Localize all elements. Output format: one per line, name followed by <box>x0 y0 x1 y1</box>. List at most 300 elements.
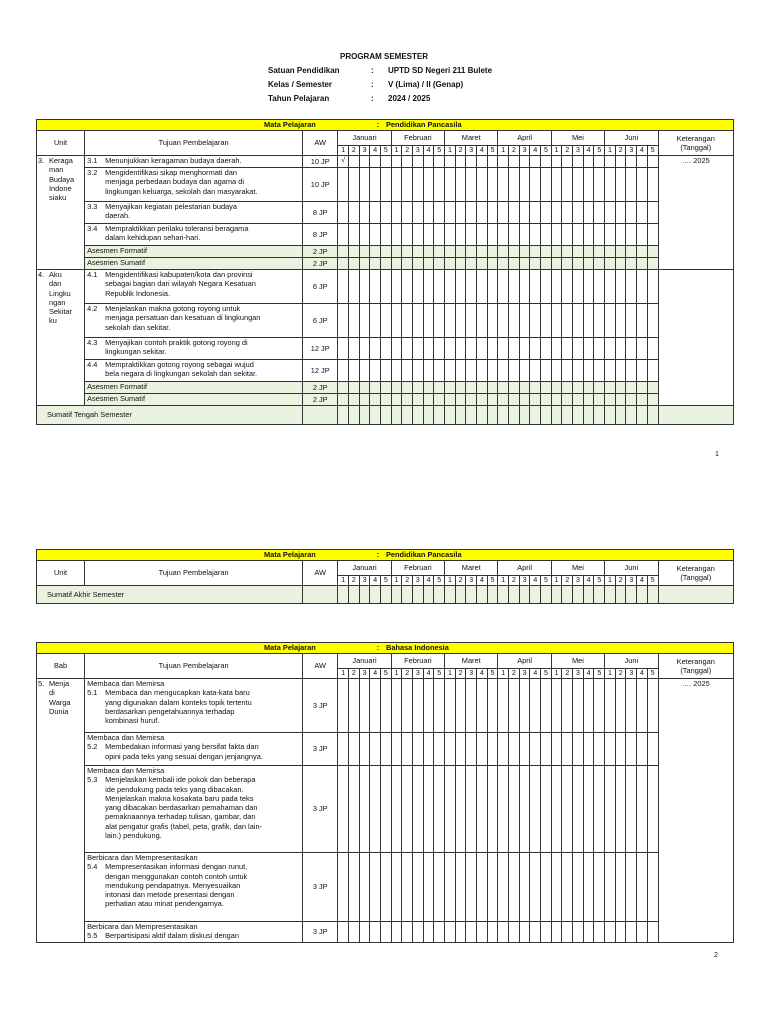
week-cell[interactable] <box>338 224 349 246</box>
week-cell[interactable] <box>530 382 541 394</box>
week-cell[interactable] <box>562 766 573 853</box>
week-cell[interactable] <box>509 733 520 766</box>
week-cell[interactable] <box>519 270 530 304</box>
week-cell[interactable] <box>402 246 413 258</box>
week-cell[interactable] <box>455 168 466 202</box>
week-cell[interactable] <box>434 168 445 202</box>
week-cell[interactable] <box>487 156 498 168</box>
week-cell[interactable] <box>477 922 488 943</box>
week-cell[interactable] <box>477 679 488 733</box>
week-cell[interactable] <box>477 270 488 304</box>
week-cell[interactable] <box>359 733 370 766</box>
week-cell[interactable] <box>541 338 552 360</box>
week-cell[interactable] <box>466 394 477 406</box>
week-cell[interactable] <box>637 679 648 733</box>
week-cell[interactable] <box>637 766 648 853</box>
week-cell[interactable] <box>637 853 648 922</box>
week-cell[interactable] <box>434 246 445 258</box>
week-cell[interactable] <box>530 304 541 338</box>
week-cell[interactable] <box>573 733 584 766</box>
week-cell[interactable] <box>423 304 434 338</box>
week-cell[interactable] <box>594 270 605 304</box>
week-cell[interactable] <box>573 922 584 943</box>
week-cell[interactable] <box>519 258 530 270</box>
week-cell[interactable] <box>626 733 637 766</box>
week-cell[interactable] <box>455 202 466 224</box>
week-cell[interactable] <box>647 394 658 406</box>
week-cell[interactable] <box>573 394 584 406</box>
week-cell[interactable] <box>349 304 360 338</box>
week-cell[interactable] <box>391 270 402 304</box>
week-cell[interactable] <box>487 766 498 853</box>
week-cell[interactable] <box>391 202 402 224</box>
week-cell[interactable] <box>498 168 509 202</box>
week-cell[interactable] <box>647 766 658 853</box>
week-cell[interactable] <box>391 586 402 604</box>
week-cell[interactable] <box>487 733 498 766</box>
week-cell[interactable] <box>594 394 605 406</box>
week-cell[interactable] <box>637 922 648 943</box>
week-cell[interactable] <box>541 304 552 338</box>
week-cell[interactable] <box>445 246 456 258</box>
week-cell[interactable] <box>349 258 360 270</box>
week-cell[interactable] <box>423 853 434 922</box>
week-cell[interactable] <box>647 853 658 922</box>
week-cell[interactable] <box>455 258 466 270</box>
week-cell[interactable] <box>530 270 541 304</box>
week-cell[interactable] <box>423 394 434 406</box>
week-cell[interactable] <box>445 270 456 304</box>
week-cell[interactable] <box>626 679 637 733</box>
week-cell[interactable] <box>594 258 605 270</box>
week-cell[interactable] <box>519 766 530 853</box>
week-cell[interactable] <box>455 360 466 382</box>
week-cell[interactable] <box>359 338 370 360</box>
week-cell[interactable] <box>402 338 413 360</box>
week-cell[interactable] <box>541 733 552 766</box>
week-cell[interactable] <box>541 394 552 406</box>
week-cell[interactable] <box>530 156 541 168</box>
week-cell[interactable] <box>583 394 594 406</box>
week-cell[interactable] <box>637 168 648 202</box>
week-cell[interactable] <box>583 224 594 246</box>
week-cell[interactable] <box>466 202 477 224</box>
week-cell[interactable] <box>562 406 573 425</box>
week-cell[interactable] <box>562 922 573 943</box>
week-cell[interactable] <box>626 270 637 304</box>
week-cell[interactable] <box>349 766 360 853</box>
week-cell[interactable] <box>551 224 562 246</box>
week-cell[interactable] <box>647 246 658 258</box>
week-cell[interactable] <box>423 168 434 202</box>
week-cell[interactable] <box>583 853 594 922</box>
week-cell[interactable] <box>349 922 360 943</box>
week-cell[interactable] <box>487 922 498 943</box>
week-cell[interactable] <box>647 258 658 270</box>
week-cell[interactable] <box>583 406 594 425</box>
week-cell[interactable] <box>487 853 498 922</box>
week-cell[interactable] <box>605 338 616 360</box>
week-cell[interactable] <box>338 679 349 733</box>
week-cell[interactable] <box>477 394 488 406</box>
week-cell[interactable] <box>338 304 349 338</box>
week-cell[interactable] <box>413 202 424 224</box>
week-cell[interactable] <box>637 394 648 406</box>
week-cell[interactable] <box>338 270 349 304</box>
week-cell[interactable] <box>541 270 552 304</box>
week-cell[interactable] <box>605 304 616 338</box>
week-cell[interactable] <box>434 304 445 338</box>
week-cell[interactable] <box>541 586 552 604</box>
week-cell[interactable] <box>477 766 488 853</box>
week-cell[interactable] <box>530 586 541 604</box>
week-cell[interactable] <box>370 853 381 922</box>
week-cell[interactable] <box>626 360 637 382</box>
week-cell[interactable] <box>455 586 466 604</box>
week-cell[interactable] <box>477 168 488 202</box>
week-cell[interactable] <box>349 360 360 382</box>
week-cell[interactable] <box>530 360 541 382</box>
week-cell[interactable] <box>509 360 520 382</box>
week-cell[interactable] <box>541 922 552 943</box>
week-cell[interactable] <box>338 382 349 394</box>
week-cell[interactable] <box>445 360 456 382</box>
week-cell[interactable] <box>519 224 530 246</box>
week-cell[interactable] <box>615 766 626 853</box>
week-cell[interactable] <box>509 922 520 943</box>
keterangan-cell[interactable] <box>658 586 734 604</box>
week-cell[interactable] <box>626 156 637 168</box>
week-cell[interactable] <box>498 156 509 168</box>
week-cell[interactable] <box>562 679 573 733</box>
week-cell[interactable] <box>573 246 584 258</box>
week-cell[interactable] <box>455 224 466 246</box>
week-cell[interactable] <box>477 258 488 270</box>
week-cell[interactable] <box>573 168 584 202</box>
week-cell[interactable] <box>498 360 509 382</box>
week-cell[interactable] <box>381 853 392 922</box>
week-cell[interactable] <box>498 586 509 604</box>
week-cell[interactable] <box>359 382 370 394</box>
week-cell[interactable] <box>626 382 637 394</box>
week-cell[interactable] <box>637 586 648 604</box>
week-cell[interactable] <box>370 246 381 258</box>
week-cell[interactable] <box>615 224 626 246</box>
week-cell[interactable] <box>541 156 552 168</box>
week-cell[interactable] <box>562 246 573 258</box>
week-cell[interactable] <box>594 202 605 224</box>
week-cell[interactable] <box>349 406 360 425</box>
week-cell[interactable] <box>551 394 562 406</box>
week-cell[interactable] <box>455 406 466 425</box>
week-cell[interactable] <box>413 246 424 258</box>
week-cell[interactable] <box>530 258 541 270</box>
week-cell[interactable] <box>455 270 466 304</box>
week-cell[interactable] <box>573 382 584 394</box>
week-cell[interactable] <box>370 202 381 224</box>
week-cell[interactable] <box>498 922 509 943</box>
week-cell[interactable] <box>413 156 424 168</box>
week-cell[interactable] <box>477 246 488 258</box>
week-cell[interactable] <box>413 224 424 246</box>
week-cell[interactable] <box>434 338 445 360</box>
week-cell[interactable] <box>391 853 402 922</box>
week-cell[interactable] <box>477 202 488 224</box>
week-cell[interactable] <box>605 922 616 943</box>
keterangan-cell[interactable] <box>658 270 734 406</box>
week-cell[interactable] <box>487 168 498 202</box>
week-cell[interactable] <box>647 156 658 168</box>
week-cell[interactable] <box>615 258 626 270</box>
week-cell[interactable] <box>583 202 594 224</box>
week-cell[interactable] <box>391 168 402 202</box>
week-cell[interactable] <box>445 586 456 604</box>
week-cell[interactable] <box>541 382 552 394</box>
week-cell[interactable] <box>551 270 562 304</box>
week-cell[interactable] <box>466 382 477 394</box>
week-cell[interactable] <box>551 922 562 943</box>
week-cell[interactable] <box>594 853 605 922</box>
week-cell[interactable] <box>615 156 626 168</box>
week-cell[interactable] <box>573 766 584 853</box>
week-cell[interactable] <box>338 258 349 270</box>
week-cell[interactable] <box>605 382 616 394</box>
week-cell[interactable] <box>477 586 488 604</box>
week-cell[interactable] <box>445 202 456 224</box>
week-cell[interactable] <box>370 406 381 425</box>
week-cell[interactable] <box>402 586 413 604</box>
week-cell[interactable] <box>402 406 413 425</box>
week-cell[interactable] <box>509 766 520 853</box>
week-cell[interactable] <box>573 258 584 270</box>
week-cell[interactable] <box>487 270 498 304</box>
week-cell[interactable] <box>519 733 530 766</box>
week-cell[interactable] <box>338 586 349 604</box>
week-cell[interactable] <box>359 168 370 202</box>
week-cell[interactable] <box>541 679 552 733</box>
week-cell[interactable] <box>637 258 648 270</box>
week-cell[interactable] <box>530 246 541 258</box>
week-cell[interactable] <box>605 270 616 304</box>
week-cell[interactable] <box>391 258 402 270</box>
week-cell[interactable] <box>551 304 562 338</box>
week-cell[interactable] <box>647 382 658 394</box>
week-cell[interactable] <box>349 156 360 168</box>
week-cell[interactable] <box>605 586 616 604</box>
week-cell[interactable] <box>381 382 392 394</box>
week-cell[interactable] <box>562 338 573 360</box>
week-cell[interactable] <box>637 224 648 246</box>
week-cell[interactable] <box>605 224 616 246</box>
week-cell[interactable] <box>583 168 594 202</box>
week-cell[interactable] <box>509 679 520 733</box>
week-cell[interactable] <box>370 586 381 604</box>
week-cell[interactable] <box>381 394 392 406</box>
week-cell[interactable] <box>349 382 360 394</box>
week-cell[interactable] <box>370 168 381 202</box>
week-cell[interactable] <box>455 246 466 258</box>
week-cell[interactable] <box>583 270 594 304</box>
week-cell[interactable] <box>466 766 477 853</box>
week-cell[interactable] <box>573 304 584 338</box>
week-cell[interactable] <box>519 394 530 406</box>
week-cell[interactable] <box>402 766 413 853</box>
week-cell[interactable] <box>359 258 370 270</box>
week-cell[interactable] <box>402 156 413 168</box>
week-cell[interactable] <box>615 360 626 382</box>
week-cell[interactable] <box>615 922 626 943</box>
week-cell[interactable] <box>498 202 509 224</box>
week-cell[interactable] <box>413 766 424 853</box>
week-cell[interactable] <box>434 382 445 394</box>
week-cell[interactable] <box>541 853 552 922</box>
week-cell[interactable] <box>498 733 509 766</box>
week-cell[interactable] <box>349 586 360 604</box>
week-cell[interactable] <box>487 586 498 604</box>
week-cell[interactable] <box>583 382 594 394</box>
week-cell[interactable] <box>615 270 626 304</box>
week-cell[interactable] <box>466 270 477 304</box>
week-cell[interactable] <box>402 304 413 338</box>
week-cell[interactable] <box>615 679 626 733</box>
week-cell[interactable] <box>338 922 349 943</box>
keterangan-cell[interactable] <box>658 406 734 425</box>
week-cell[interactable] <box>615 202 626 224</box>
week-cell[interactable] <box>434 258 445 270</box>
week-cell[interactable] <box>445 679 456 733</box>
week-cell[interactable] <box>573 406 584 425</box>
week-cell[interactable] <box>338 246 349 258</box>
week-cell[interactable] <box>509 853 520 922</box>
week-cell[interactable] <box>359 394 370 406</box>
week-cell[interactable] <box>562 394 573 406</box>
week-cell[interactable] <box>391 922 402 943</box>
week-cell[interactable] <box>434 766 445 853</box>
week-cell[interactable] <box>477 304 488 338</box>
week-cell[interactable] <box>391 679 402 733</box>
week-cell[interactable] <box>402 258 413 270</box>
week-cell[interactable] <box>498 338 509 360</box>
week-cell[interactable] <box>551 202 562 224</box>
week-cell[interactable] <box>519 406 530 425</box>
week-cell[interactable] <box>562 202 573 224</box>
week-cell[interactable] <box>445 406 456 425</box>
week-cell[interactable] <box>423 922 434 943</box>
week-cell[interactable] <box>381 270 392 304</box>
week-cell[interactable] <box>466 406 477 425</box>
week-cell[interactable] <box>402 733 413 766</box>
week-cell[interactable] <box>647 270 658 304</box>
week-cell[interactable] <box>583 338 594 360</box>
week-cell[interactable] <box>381 258 392 270</box>
week-cell[interactable] <box>562 258 573 270</box>
week-cell[interactable] <box>370 338 381 360</box>
week-cell[interactable] <box>445 922 456 943</box>
week-cell[interactable] <box>615 304 626 338</box>
week-cell[interactable] <box>594 304 605 338</box>
week-cell[interactable] <box>615 406 626 425</box>
week-cell[interactable] <box>434 224 445 246</box>
week-cell[interactable] <box>359 304 370 338</box>
week-cell[interactable] <box>551 168 562 202</box>
week-cell[interactable] <box>519 202 530 224</box>
week-cell[interactable] <box>637 733 648 766</box>
week-cell[interactable] <box>423 382 434 394</box>
week-cell[interactable] <box>509 246 520 258</box>
week-cell[interactable] <box>381 679 392 733</box>
week-cell[interactable] <box>381 202 392 224</box>
week-cell[interactable] <box>477 382 488 394</box>
week-cell[interactable] <box>402 202 413 224</box>
week-cell[interactable] <box>338 394 349 406</box>
week-cell[interactable] <box>583 360 594 382</box>
week-cell[interactable] <box>509 338 520 360</box>
week-cell[interactable] <box>498 304 509 338</box>
week-cell[interactable] <box>466 679 477 733</box>
week-cell[interactable] <box>402 394 413 406</box>
week-cell[interactable] <box>402 382 413 394</box>
week-cell[interactable] <box>594 766 605 853</box>
week-cell[interactable] <box>413 733 424 766</box>
week-cell[interactable] <box>498 224 509 246</box>
week-cell[interactable] <box>573 360 584 382</box>
week-cell[interactable] <box>445 258 456 270</box>
week-cell[interactable] <box>381 586 392 604</box>
week-cell[interactable] <box>583 679 594 733</box>
week-cell[interactable] <box>519 586 530 604</box>
week-cell[interactable] <box>359 922 370 943</box>
week-cell[interactable] <box>349 733 360 766</box>
week-cell[interactable] <box>626 338 637 360</box>
week-cell[interactable] <box>509 406 520 425</box>
week-cell[interactable] <box>509 258 520 270</box>
week-cell[interactable] <box>519 338 530 360</box>
week-cell[interactable] <box>530 224 541 246</box>
week-cell[interactable] <box>637 382 648 394</box>
week-cell[interactable] <box>434 156 445 168</box>
week-cell[interactable] <box>413 258 424 270</box>
week-cell[interactable] <box>519 360 530 382</box>
week-cell[interactable] <box>562 382 573 394</box>
week-cell[interactable] <box>541 766 552 853</box>
week-cell[interactable] <box>413 586 424 604</box>
week-cell[interactable] <box>626 853 637 922</box>
week-cell[interactable] <box>359 586 370 604</box>
week-cell[interactable] <box>562 304 573 338</box>
week-cell[interactable] <box>615 338 626 360</box>
week-cell[interactable] <box>594 338 605 360</box>
week-cell[interactable] <box>423 156 434 168</box>
week-cell[interactable] <box>615 853 626 922</box>
week-cell[interactable] <box>349 270 360 304</box>
week-cell[interactable] <box>381 156 392 168</box>
week-cell[interactable] <box>615 168 626 202</box>
week-cell[interactable] <box>573 338 584 360</box>
week-cell[interactable] <box>402 853 413 922</box>
week-cell[interactable] <box>573 202 584 224</box>
week-cell[interactable] <box>509 270 520 304</box>
week-cell[interactable] <box>605 853 616 922</box>
week-cell[interactable] <box>455 853 466 922</box>
week-cell[interactable] <box>359 360 370 382</box>
week-cell[interactable] <box>541 202 552 224</box>
week-cell[interactable] <box>498 270 509 304</box>
week-cell[interactable] <box>402 360 413 382</box>
week-cell[interactable] <box>349 168 360 202</box>
week-cell[interactable] <box>370 270 381 304</box>
week-cell[interactable] <box>359 246 370 258</box>
week-cell[interactable] <box>562 853 573 922</box>
